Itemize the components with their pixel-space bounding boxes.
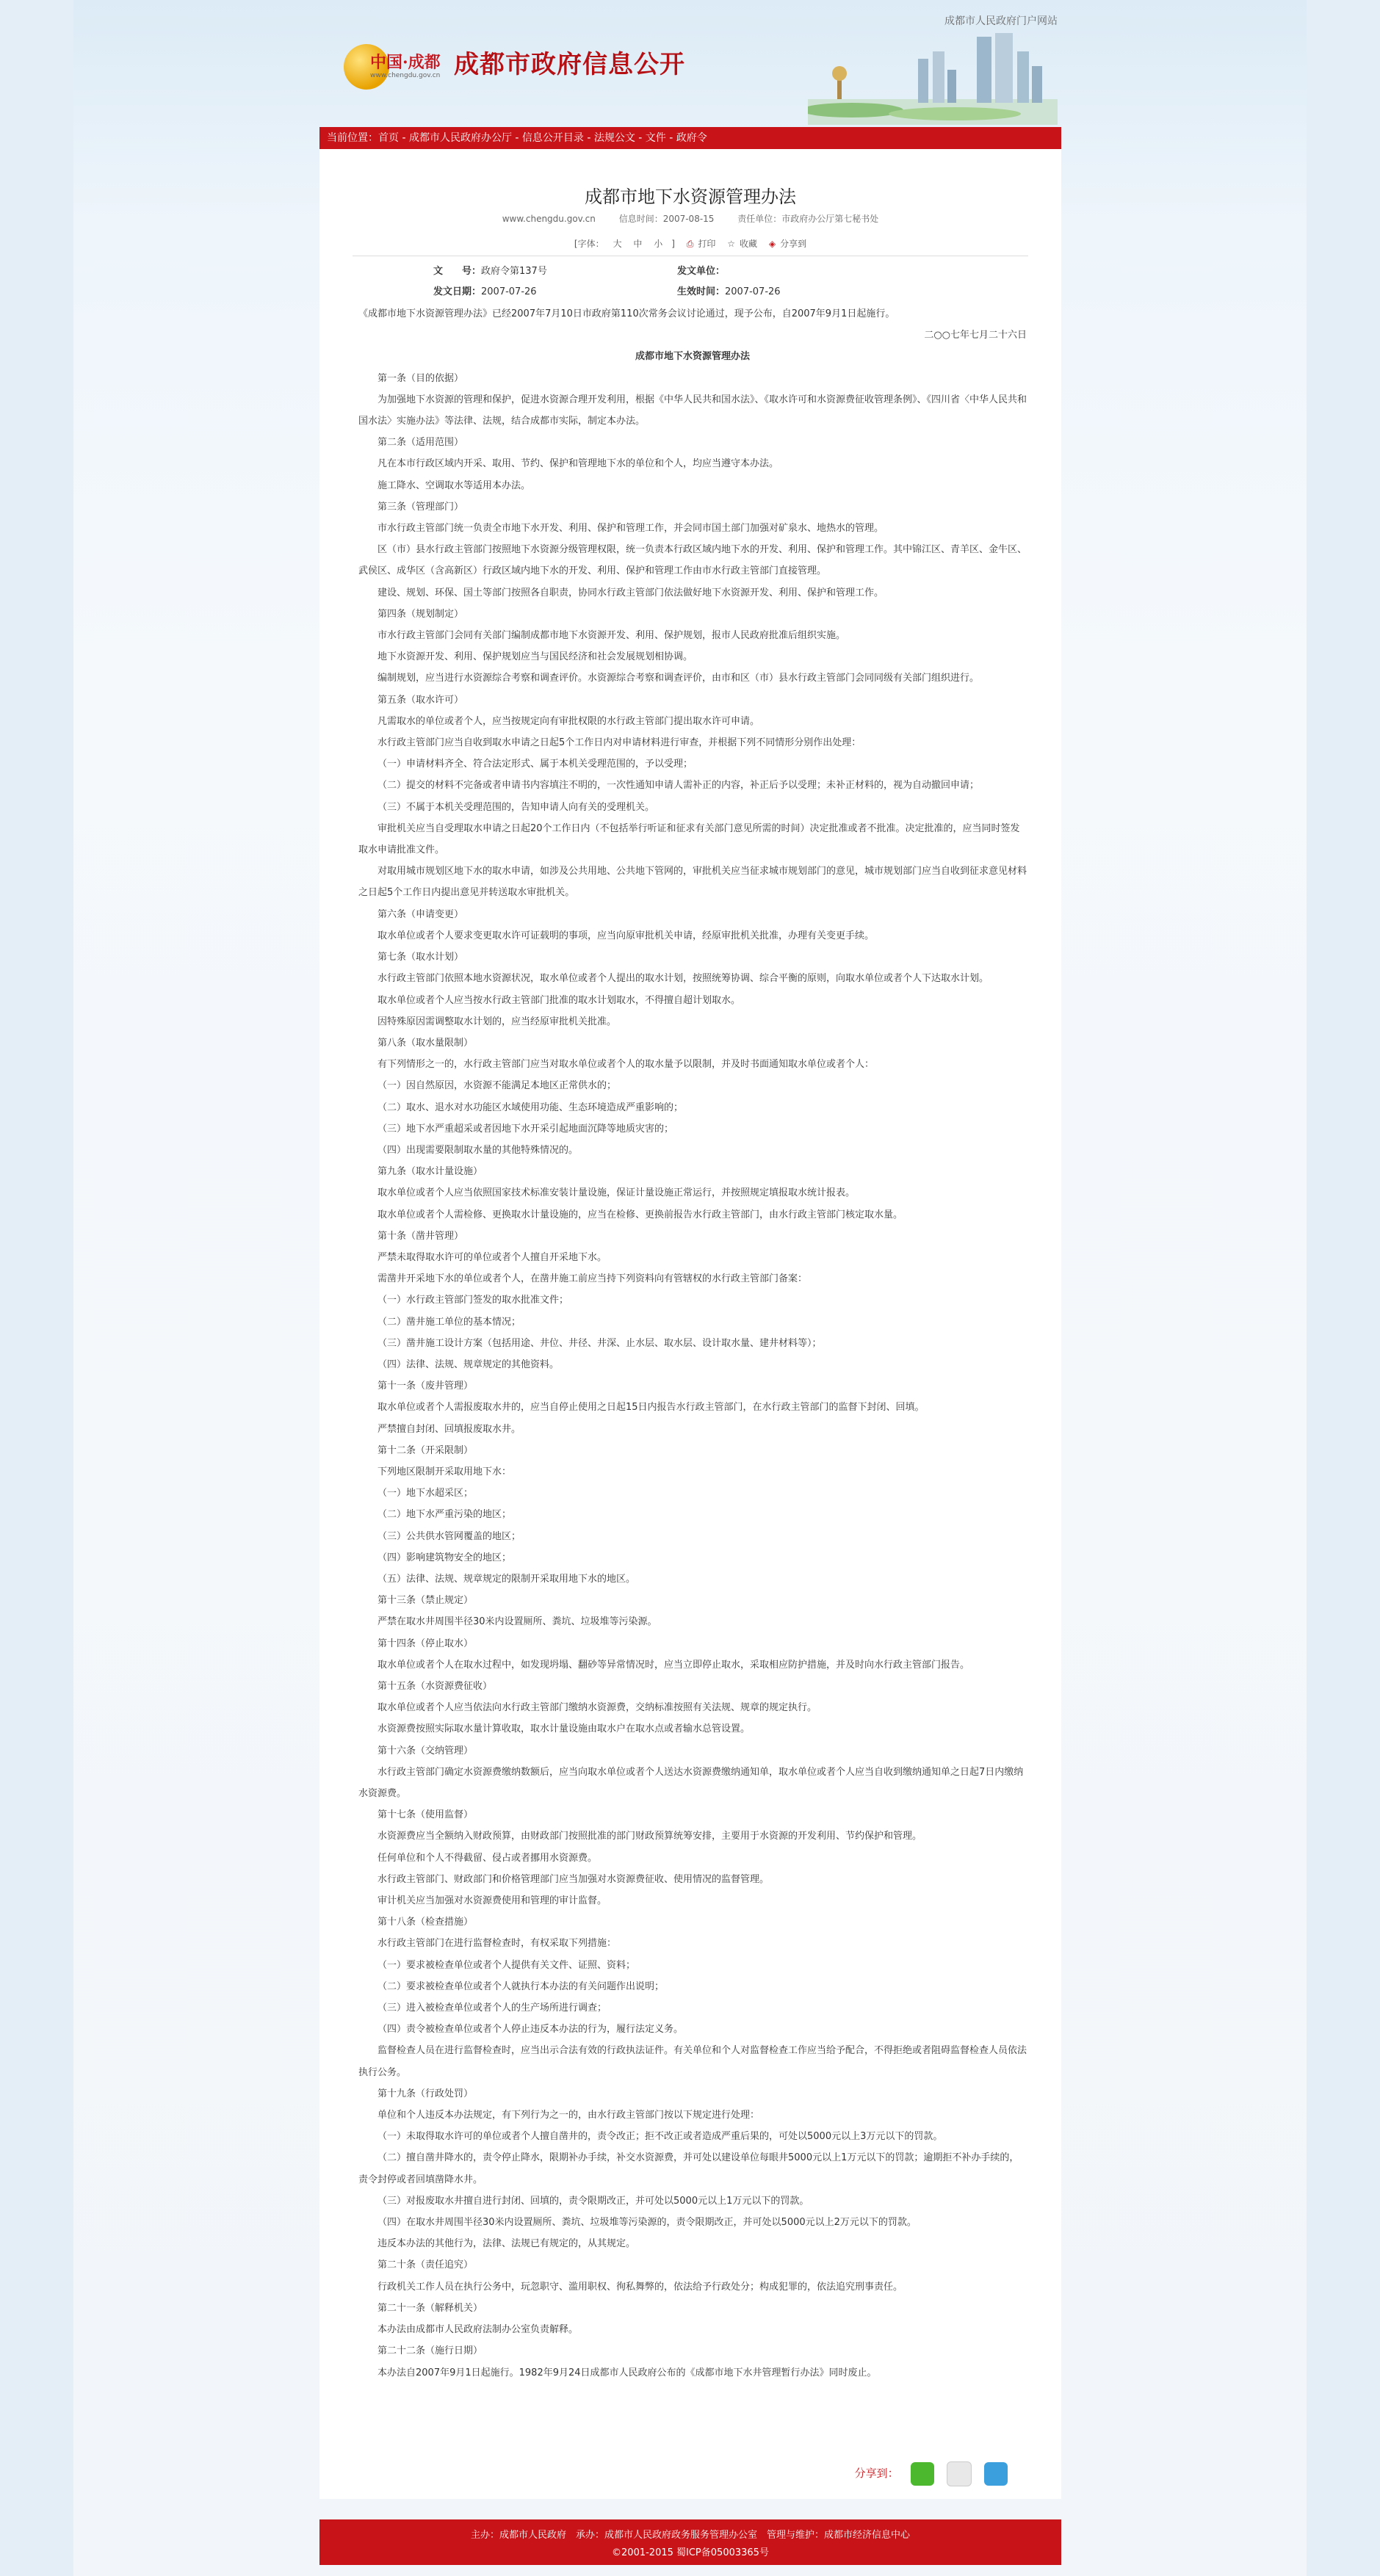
document-paragraph: 取水单位或者个人应当依法向水行政主管部门缴纳水资源费，交纳标准按照有关法规、规章的规定执行。 [377, 1702, 817, 1714]
document-paragraph: 第二条（适用范围） [377, 437, 464, 449]
document-paragraph: 地下水资源开发、利用、保护规划应当与国民经济和社会发展规划相协调。 [377, 651, 693, 663]
document-paragraph: 凡在本市行政区域内开采、取用、节约、保护和管理地下水的单位和个人，均应当遵守本办法。 [377, 458, 779, 470]
document-paragraph: 第十二条（开采限制） [377, 1444, 474, 1456]
document-paragraph: 为加强地下水资源的管理和保护，促进水资源合理开发利用，根据《中华人民共和国水法》、《取水许可和水资源费征收管理条例》、《四川省〈中华人民共和国水法〉实施办法》等法律、法规，结合成都市实际，制定本办法。 [358, 394, 1027, 427]
document-paragraph: （二）凿井施工单位的基本情况； [377, 1316, 521, 1328]
fawen-label: 发文单位： [677, 266, 726, 277]
document-paragraph: 编制规划，应当进行水资源综合考察和调查评价。水资源综合考察和调查评价，由市和区（市）县水行政主管部门会同同级有关部门组织进行。 [377, 673, 980, 684]
qzone-icon[interactable] [984, 2462, 1008, 2486]
logo-text[interactable]: 中国·成都 [370, 53, 441, 72]
document-paragraph: 二○○七年七月二十六日 [924, 330, 1027, 341]
document-paragraph: 第十八条（检查措施） [377, 1917, 474, 1928]
favorite-button[interactable]: 收藏 [740, 239, 758, 249]
document-title: 成都市地下水资源管理办法 [585, 187, 796, 207]
document-paragraph: 取水单位或者个人需报废取水井的，应当自停止使用之日起15日内报告水行政主管部门，在水行政主管部门的监督下封闭、回填。 [377, 1402, 925, 1414]
document-paragraph: 第十条（凿井管理） [377, 1230, 464, 1242]
wenhao-label: 文 号： [433, 266, 482, 277]
document-paragraph: 第十三条（禁止规定） [377, 1595, 474, 1607]
document-paragraph: 水行政主管部门、财政部门和价格管理部门应当加强对水资源费征收、使用情况的监督管理。 [377, 1873, 770, 1885]
document-paragraph: 任何单位和个人不得截留、侵占或者挪用水资源费。 [377, 1852, 598, 1864]
city-skyline-icon [808, 29, 1058, 125]
document-paragraph: 水行政主管部门在进行监督检查时，有权采取下列措施： [377, 1938, 617, 1950]
main-content [319, 149, 1061, 2499]
document-paragraph: 取水单位或者个人在取水过程中，如发现坍塌、翻砂等异常情况时，应当立即停止取水，采取相应防护措施，并及时向水行政主管部门报告。 [377, 1659, 970, 1671]
document-paragraph: （一）水行政主管部门签发的取水批准文件； [377, 1295, 569, 1306]
document-paragraph: 第九条（取水计量设施） [377, 1166, 483, 1178]
font-size-close: ] [671, 239, 675, 249]
document-paragraph: 《成都市地下水资源管理办法》已经2007年7月10日市政府第110次常务会议讨论通过，现予公布，自2007年9月1日起施行。 [358, 308, 895, 319]
document-paragraph: 施工降水、空调取水等适用本办法。 [377, 480, 531, 491]
document-paragraph: 第四条（规划制定） [377, 608, 464, 620]
document-paragraph: 取水单位或者个人应当按水行政主管部门批准的取水计划取水，不得擅自超计划取水。 [377, 994, 741, 1006]
document-paragraph: 第十一条（废井管理） [377, 1381, 474, 1392]
document-paragraph: 单位和个人违反本办法规定，有下列行为之一的，由水行政主管部门按以下规定进行处理： [377, 2110, 760, 2121]
document-paragraph: 第八条（取水量限制） [377, 1037, 474, 1049]
document-paragraph: 违反本办法的其他行为，法律、法规已有规定的，从其规定。 [377, 2238, 636, 2250]
document-paragraph: 第十五条（水资源费征收） [377, 1681, 493, 1692]
meta-unit: 责任单位：市政府办公厅第七秘书处 [737, 214, 879, 224]
document-paragraph: 审批机关应当自受理取水申请之日起20个工作日内（不包括举行听证和征求有关部门意见所需的时间）决定批准或者不批准。决定批准的，应当同时签发取水申请批准文件。 [358, 822, 1020, 856]
document-paragraph: （二）地下水严重污染的地区； [377, 1509, 512, 1521]
info-row [360, 261, 1021, 282]
document-paragraph: 第二十二条（施行日期） [377, 2345, 483, 2357]
logo-url: www.chengdu.gov.cn [370, 72, 441, 79]
font-size-mid[interactable]: 中 [633, 239, 643, 249]
font-size-label: [字体： [574, 239, 604, 249]
weibo-icon[interactable] [947, 2461, 972, 2486]
document-body [358, 303, 1027, 2384]
document-paragraph: 水行政主管部门应当自收到取水申请之日起5个工作日内对申请材料进行审查，并根据下列不同情形分别作出处理： [377, 737, 861, 749]
document-paragraph: 下列地区限制开采取用地下水： [377, 1466, 512, 1477]
footer-line1: 主办：成都市人民政府 承办：成都市人民政府政务服务管理办公室 管理与维护：成都市经济信息中心 [470, 2530, 910, 2541]
document-paragraph: 因特殊原因需调整取水计划的，应当经原审批机关批准。 [377, 1016, 617, 1027]
fawen-date-label: 发文日期： [433, 286, 482, 297]
document-paragraph: 第二十条（责任追究） [377, 2260, 474, 2271]
font-size-big[interactable]: 大 [613, 239, 622, 249]
document-paragraph: 本办法由成都市人民政府法制办公室负责解释。 [377, 2324, 579, 2336]
effect-value: 2007-07-26 [725, 286, 781, 297]
document-paragraph: （四）责令被检查单位或者个人停止违反本办法的行为，履行法定义务。 [377, 2024, 684, 2036]
site-header [323, 29, 1058, 125]
document-paragraph: （三）公共供水管网覆盖的地区； [377, 1530, 521, 1542]
document-paragraph: 区（市）县水行政主管部门按照地下水资源分级管理权限，统一负责本行政区域内地下水的开发、利用、保护和管理工作。其中锦江区、青羊区、金牛区、武侯区、成华区（含高新区）行政区域内地下水的开发、利用、保护和管理工作由市水行政主管部门直接管理。 [358, 544, 1027, 577]
print-button[interactable]: 打印 [698, 239, 716, 249]
document-paragraph: 成都市地下水资源管理办法 [635, 351, 750, 363]
document-paragraph: （一）地下水超采区； [377, 1488, 474, 1499]
document-paragraph: 本办法自2007年9月1日起施行。1982年9月24日成都市人民政府公布的《成都市地下水井管理暂行办法》同时废止。 [377, 2367, 877, 2378]
document-paragraph: 建设、规划、环保、国土等部门按照各自职责，协同水行政主管部门依法做好地下水资源开发、利用、保护和管理工作。 [377, 587, 884, 598]
document-paragraph: 第二十一条（解释机关） [377, 2302, 483, 2314]
document-paragraph: 第十九条（行政处罚） [377, 2088, 474, 2099]
fawen-date-value: 2007-07-26 [481, 286, 537, 297]
wenhao-value: 政府令第137号 [481, 266, 547, 277]
document-paragraph: （二）要求被检查单位或者个人就执行本办法的有关问题作出说明； [377, 1980, 665, 1992]
document-paragraph: 第一条（目的依据） [377, 372, 464, 384]
font-size-small[interactable]: 小 [654, 239, 663, 249]
document-paragraph: （一）因自然原因，水资源不能满足本地区正常供水的； [377, 1080, 617, 1092]
site-title: 成都市政府信息公开 [454, 50, 685, 79]
document-paragraph: （四）出现需要限制取水量的其他特殊情况的。 [377, 1144, 579, 1156]
document-paragraph: 监督检查人员在进行监督检查时，应当出示合法有效的行政执法证件。有关单位和个人对监督检查工作应当给予配合，不得拒绝或者阻碍监督检查人员依法执行公务。 [358, 2045, 1027, 2078]
share-bar [855, 2459, 1008, 2488]
document-paragraph: 市水行政主管部门统一负责全市地下水开发、利用、保护和管理工作，并会同市国土部门加强对矿泉水、地热水的管理。 [377, 523, 884, 535]
document-paragraph: 行政机关工作人员在执行公务中，玩忽职守、滥用职权、徇私舞弊的，依法给予行政处分；构成犯罪的，依法追究刑事责任。 [377, 2281, 903, 2293]
document-paragraph: （三）进入被检查单位或者个人的生产场所进行调查； [377, 2002, 607, 2014]
document-paragraph: （三）对报废取水井擅自进行封闭、回填的，责令限期改正，并可处以5000元以上1万元以下的罚款。 [377, 2195, 809, 2207]
document-paragraph: 第七条（取水计划） [377, 952, 464, 963]
document-paragraph: 水资源费应当全额纳入财政预算，由财政部门按照批准的部门财政预算统筹安排，主要用于水资源的开发利用、节约保护和管理。 [377, 1831, 922, 1842]
document-meta [319, 212, 1061, 225]
document-paragraph: （二）提交的材料不完备或者申请书内容填注不明的，一次性通知申请人需补正的内容，补正后予以受理；未补正材料的，视为自动撤回申请； [377, 780, 980, 792]
document-paragraph: 取水单位或者个人需检修、更换取水计量设施的，应当在检修、更换前报告水行政主管部门，由水行政主管部门核定取水量。 [377, 1209, 903, 1220]
meta-date: 信息时间：2007-08-15 [618, 214, 715, 224]
document-paragraph: （五）法律、法规、规章规定的限制开采取用地下水的地区。 [377, 1573, 636, 1585]
document-paragraph: 第十四条（停止取水） [377, 1638, 474, 1649]
document-paragraph: 第十七条（使用监督） [377, 1809, 474, 1821]
document-paragraph: （三）地下水严重超采或者因地下水开采引起地面沉降等地质灾害的； [377, 1123, 674, 1135]
document-paragraph: 对取用城市规划区地下水的取水申请，如涉及公共用地、公共地下管网的，审批机关应当征求城市规划部门的意见，城市规划部门应当自收到征求意见材料之日起5个工作日内提出意见并转送取水审批机关。 [358, 866, 1027, 899]
document-paragraph: 第六条（申请变更） [377, 908, 464, 920]
document-paragraph: （三）凿井施工设计方案（包括用途、井位、井径、井深、止水层、取水层、设计取水量、建井材料等）； [377, 1337, 822, 1349]
info-row [360, 282, 1021, 303]
document-paragraph: 严禁擅自封闭、回填报废取水井。 [377, 1423, 521, 1435]
document-paragraph: （一）未取得取水许可的单位或者个人擅自凿井的，责令改正；拒不改正或者造成严重后果的，可处以5000元以上3万元以下的罚款。 [377, 2131, 943, 2143]
print-icon[interactable]: ⎙ [686, 239, 694, 249]
document-paragraph: 审计机关应当加强对水资源费使用和管理的审计监督。 [377, 1895, 607, 1907]
document-paragraph: 严禁未取得取水许可的单位或者个人擅自开采地下水。 [377, 1251, 607, 1263]
favorite-icon[interactable]: ☆ [727, 239, 736, 249]
document-paragraph: 严禁在取水井周围半径30米内设置厕所、粪坑、垃圾堆等污染源。 [377, 1616, 657, 1628]
document-paragraph: （四）在取水井周围半径30米内设置厕所、粪坑、垃圾堆等污染源的，责令限期改正，并可处以5000元以上2万元以下的罚款。 [377, 2217, 917, 2229]
document-paragraph: 水行政主管部门确定水资源费缴纳数额后，应当向取水单位或者个人送达水资源费缴纳通知单，取水单位或者个人应当自收到缴纳通知单之日起7日内缴纳水资源费。 [358, 1766, 1024, 1800]
share-label: 分享到： [854, 2467, 899, 2480]
document-paragraph: 第三条（管理部门） [377, 501, 464, 513]
document-paragraph: （一）申请材料齐全、符合法定形式、属于本机关受理范围的，予以受理； [377, 759, 693, 770]
document-paragraph: 凡需取水的单位或者个人，应当按规定向有审批权限的水行政主管部门提出取水许可申请。 [377, 715, 760, 727]
document-tools [319, 237, 1061, 250]
document-paragraph: （二）取水、退水对水功能区水域使用功能、生态环境造成严重影响的； [377, 1101, 684, 1113]
document-paragraph: 第十六条（交纳管理） [377, 1745, 474, 1756]
breadcrumb-text[interactable]: 当前位置：首页 - 成都市人民政府办公厅 - 信息公开目录 - 法规公文 - 文件 - 政府令 [327, 132, 707, 144]
breadcrumb [319, 127, 1061, 149]
document-paragraph: （四）法律、法规、规章规定的其他资料。 [377, 1358, 560, 1370]
document-paragraph: 有下列情形之一的，水行政主管部门应当对取水单位或者个人的取水量予以限制，并及时书面通知取水单位或者个人： [377, 1059, 875, 1071]
document-info [360, 261, 1021, 303]
document-paragraph: （一）要求被检查单位或者个人提供有关文件、证照、资料； [377, 1959, 636, 1971]
document-paragraph: 市水行政主管部门会同有关部门编制成都市地下水资源开发、利用、保护规划，报市人民政府批准后组织实施。 [377, 630, 846, 642]
document-paragraph: 取水单位或者个人应当依照国家技术标准安装计量设施，保证计量设施正常运行，并按照规定填报取水统计报表。 [377, 1187, 856, 1199]
meta-site: www.chengdu.gov.cn [502, 214, 596, 224]
site-footer [319, 2519, 1061, 2565]
document-paragraph: 水资源费按照实际取水量计算收取，取水计量设施由取水户在取水点或者输水总管设置。 [377, 1723, 751, 1735]
share-button[interactable]: 分享到 [780, 239, 807, 249]
document-paragraph: （二）擅自凿井降水的，责令停止降水，限期补办手续，补交水资源费，并可处以建设单位每眼井5000元以上1万元以下的罚款；逾期拒不补办手续的，责令封停或者回填凿降水井。 [358, 2152, 1019, 2185]
document-paragraph: （三）不属于本机关受理范围的，告知申请人向有关的受理机关。 [377, 801, 655, 813]
portal-link[interactable]: 成都市人民政府门户网站 [944, 15, 1058, 27]
effect-label: 生效时间： [677, 286, 726, 297]
footer-line2: ©2001-2015 蜀ICP备05003365号 [612, 2547, 769, 2558]
document-paragraph: 水行政主管部门依照本地水资源状况，取水单位或者个人提出的取水计划，按照统筹协调、综合平衡的原则，向取水单位或者个人下达取水计划。 [377, 973, 989, 985]
document-paragraph: （四）影响建筑物安全的地区； [377, 1552, 512, 1563]
document-paragraph: 取水单位或者个人要求变更取水许可证载明的事项，应当向原审批机关申请，经原审批机关批准，办理有关变更手续。 [377, 930, 875, 941]
share-icon[interactable]: ◈ [768, 239, 776, 249]
document-paragraph: 第五条（取水许可） [377, 694, 464, 706]
wechat-icon[interactable] [911, 2462, 934, 2486]
document-paragraph: 需凿井开采地下水的单位或者个人，在凿井施工前应当持下列资料向有管辖权的水行政主管部门备案： [377, 1273, 808, 1285]
